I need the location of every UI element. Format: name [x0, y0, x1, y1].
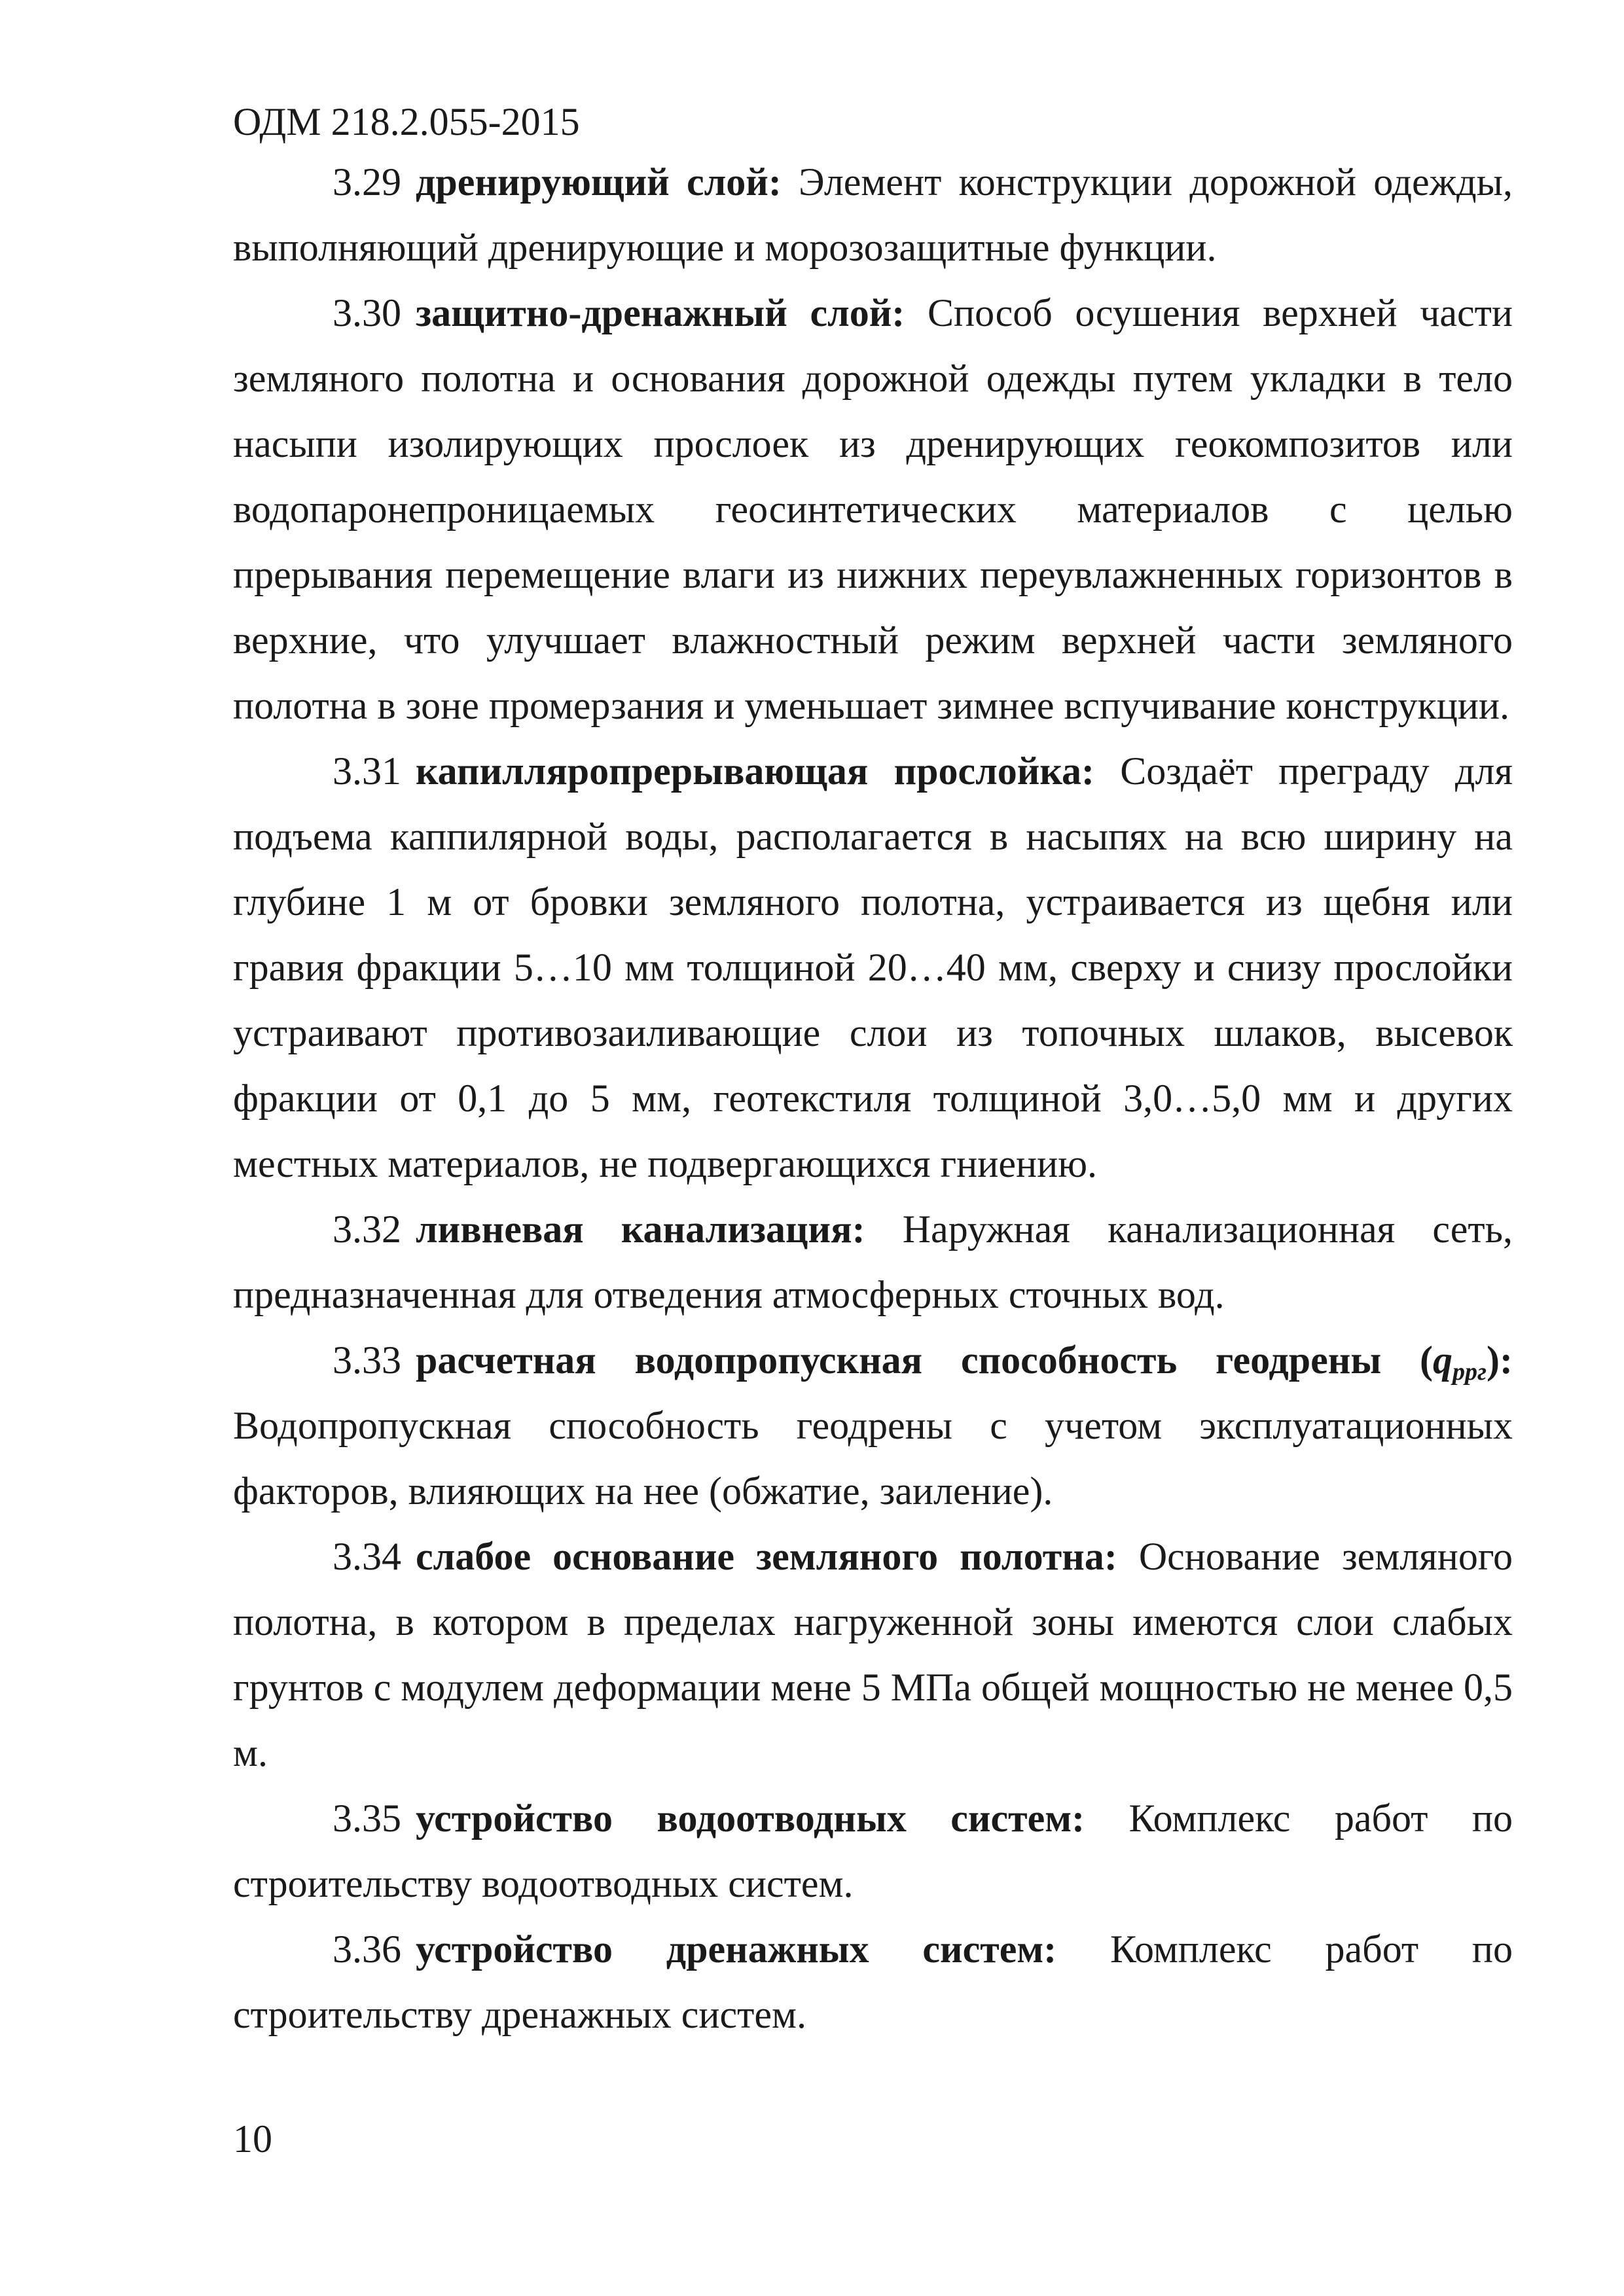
definition-entry-3-29 — [233, 149, 1513, 280]
entry-term: слабое основание земляного полотна: — [416, 1535, 1117, 1578]
flow-capacity-symbol — [1433, 1338, 1487, 1386]
entry-number: 3.36 — [333, 1928, 401, 1971]
entry-definition: Создаёт преграду для подъема каппилярной воды, располагается в насыпях на всю ширину на глубине 1 м от бровки земляного полотна, устраивается из щебня или гравия фракции 5…10 мм толщиной 20…40 мм, сверху и снизу прослойки устраивают противозаиливающие слои из топочных шлаков, высевок фракции от 0,1 до 5 мм, геотекстиля толщиной 3,0…5,0 мм и других местных материалов, не подвергающихся гниению. — [233, 749, 1513, 1185]
definition-entry-3-30 — [233, 280, 1513, 738]
definition-entry-3-36 — [233, 1916, 1513, 2047]
entry-number: 3.34 — [333, 1535, 401, 1578]
entry-number: 3.32 — [333, 1208, 401, 1251]
entry-term: защитно-дренажный слой: — [416, 291, 905, 334]
entry-definition: Способ осушения верхней части земляного полотна и основания дорожной одежды путем укладки в тело насыпи изолирующих прослоек из дренирующих геокомпозитов или водопаронепроницаемых геосинтетических материалов с целью прерывания перемещение влаги из нижних переувлажненных горизонтов в верхние, что улучшает влажностный режим верхней части земляного полотна в зоне промерзания и уменьшает зимнее вспучивание конструкции. — [233, 291, 1513, 727]
entry-term: устройство дренажных систем: — [416, 1928, 1057, 1971]
entry-term: капилляропрерывающая прослойка: — [416, 749, 1095, 793]
definition-entry-3-32 — [233, 1196, 1513, 1327]
entry-definition: Основание земляного полотна, в котором в пределах нагруженной зоны имеются слои слабых грунтов с модулем деформации мене 5 МПа общей мощностью не менее 0,5 м. — [233, 1535, 1513, 1774]
entry-number: 3.35 — [333, 1797, 401, 1840]
definition-entry-3-34 — [233, 1524, 1513, 1785]
entry-term: дренирующий слой: — [416, 160, 782, 204]
entry-definition: Водопропускная способность геодрены с учетом эксплуатационных факторов, влияющих на нее (обжатие, заиление). — [233, 1404, 1513, 1513]
entry-definition: Элемент конструкции дорожной одежды, выполняющий дренирующие и морозозащитные функции. — [233, 160, 1513, 269]
document-code-header: ОДМ 218.2.055-2015 — [233, 100, 580, 143]
entry-number: 3.30 — [333, 291, 401, 334]
entry-term: расчетная водопропускная способность геодрены — [416, 1338, 1382, 1382]
symbol-subscript: ppг — [1453, 1358, 1487, 1386]
entry-number: 3.33 — [333, 1338, 401, 1382]
definition-entry-3-33 — [233, 1327, 1513, 1524]
entry-number: 3.29 — [333, 160, 401, 204]
symbol-letter: q — [1433, 1338, 1453, 1382]
entry-term: ливневая канализация: — [416, 1208, 865, 1251]
entry-definition: Комплекс работ по строительству дренажных систем. — [233, 1928, 1513, 2036]
definitions-list — [233, 149, 1513, 2047]
entry-number: 3.31 — [333, 749, 401, 793]
definition-entry-3-35 — [233, 1785, 1513, 1916]
entry-definition: Наружная канализационная сеть, предназначенная для отведения атмосферных сточных вод. — [233, 1208, 1513, 1316]
definition-entry-3-31 — [233, 738, 1513, 1196]
entry-definition: Комплекс работ по строительству водоотводных систем. — [233, 1797, 1513, 1905]
symbol-close-paren: ): — [1487, 1338, 1513, 1382]
entry-term: устройство водоотводных систем: — [416, 1797, 1085, 1840]
symbol-open-paren: ( — [1381, 1338, 1433, 1382]
page-number: 10 — [233, 2117, 272, 2161]
